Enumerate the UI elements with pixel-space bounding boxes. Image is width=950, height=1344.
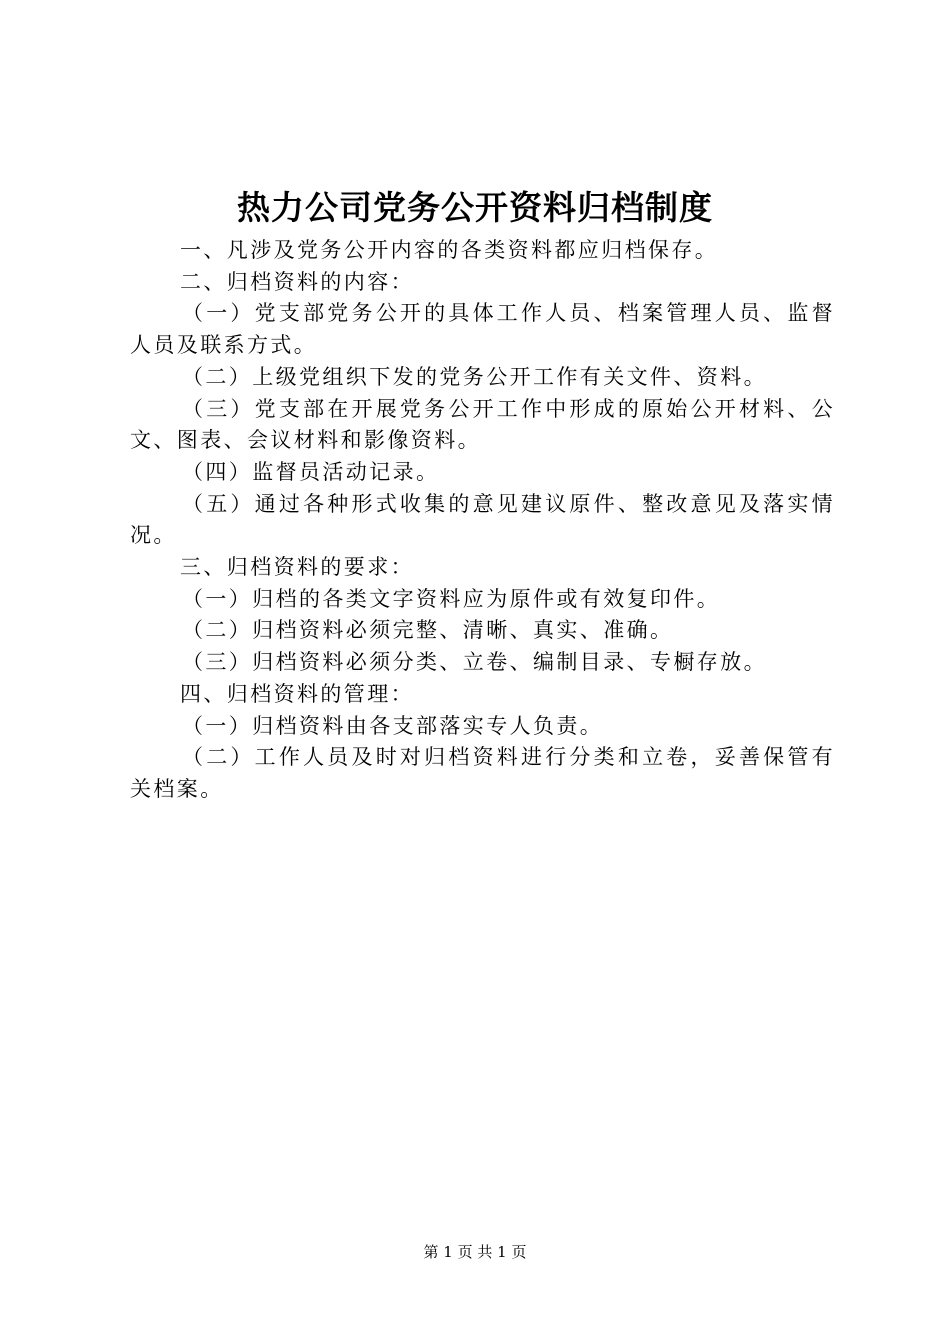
paragraph-13: （一）归档资料由各支部落实专人负责。 [182,713,604,738]
paragraph-2: 二、归档资料的内容： [180,269,414,294]
paragraph-14: （二）工作人员及时对归档资料进行分类和立卷，妥善保管有关档案。 [130,745,835,801]
document-title: 热力公司党务公开资料归档制度 [237,188,713,227]
paragraph-8: 三、归档资料的要求： [180,555,414,580]
paragraph-11: （三）归档资料必须分类、立卷、编制目录、专橱存放。 [182,650,767,675]
paragraph-7: （五）通过各种形式收集的意见建议原件、整改意见及落实情况。 [130,491,835,548]
paragraph-9: （一）归档的各类文字资料应为原件或有效复印件。 [182,586,721,611]
paragraph-1: 一、凡涉及党务公开内容的各类资料都应归档保存。 [180,238,719,262]
page-footer: 第 1 页 共 1 页 [423,1243,527,1261]
paragraph-10: （二）归档资料必须完整、清晰、真实、准确。 [182,618,674,643]
paragraph-3: （一）党支部党务公开的具体工作人员、档案管理人员、监督人员及联系方式。 [130,301,835,358]
paragraph-4: （二）上级党组织下发的党务公开工作有关文件、资料。 [182,364,767,389]
paragraph-12: 四、归档资料的管理： [180,681,414,706]
document-body [130,235,835,806]
paragraph-6: （四）监督员活动记录。 [182,459,440,484]
paragraph-5: （三）党支部在开展党务公开工作中形成的原始公开材料、公文、图表、会议材料和影像资料。 [130,396,835,453]
